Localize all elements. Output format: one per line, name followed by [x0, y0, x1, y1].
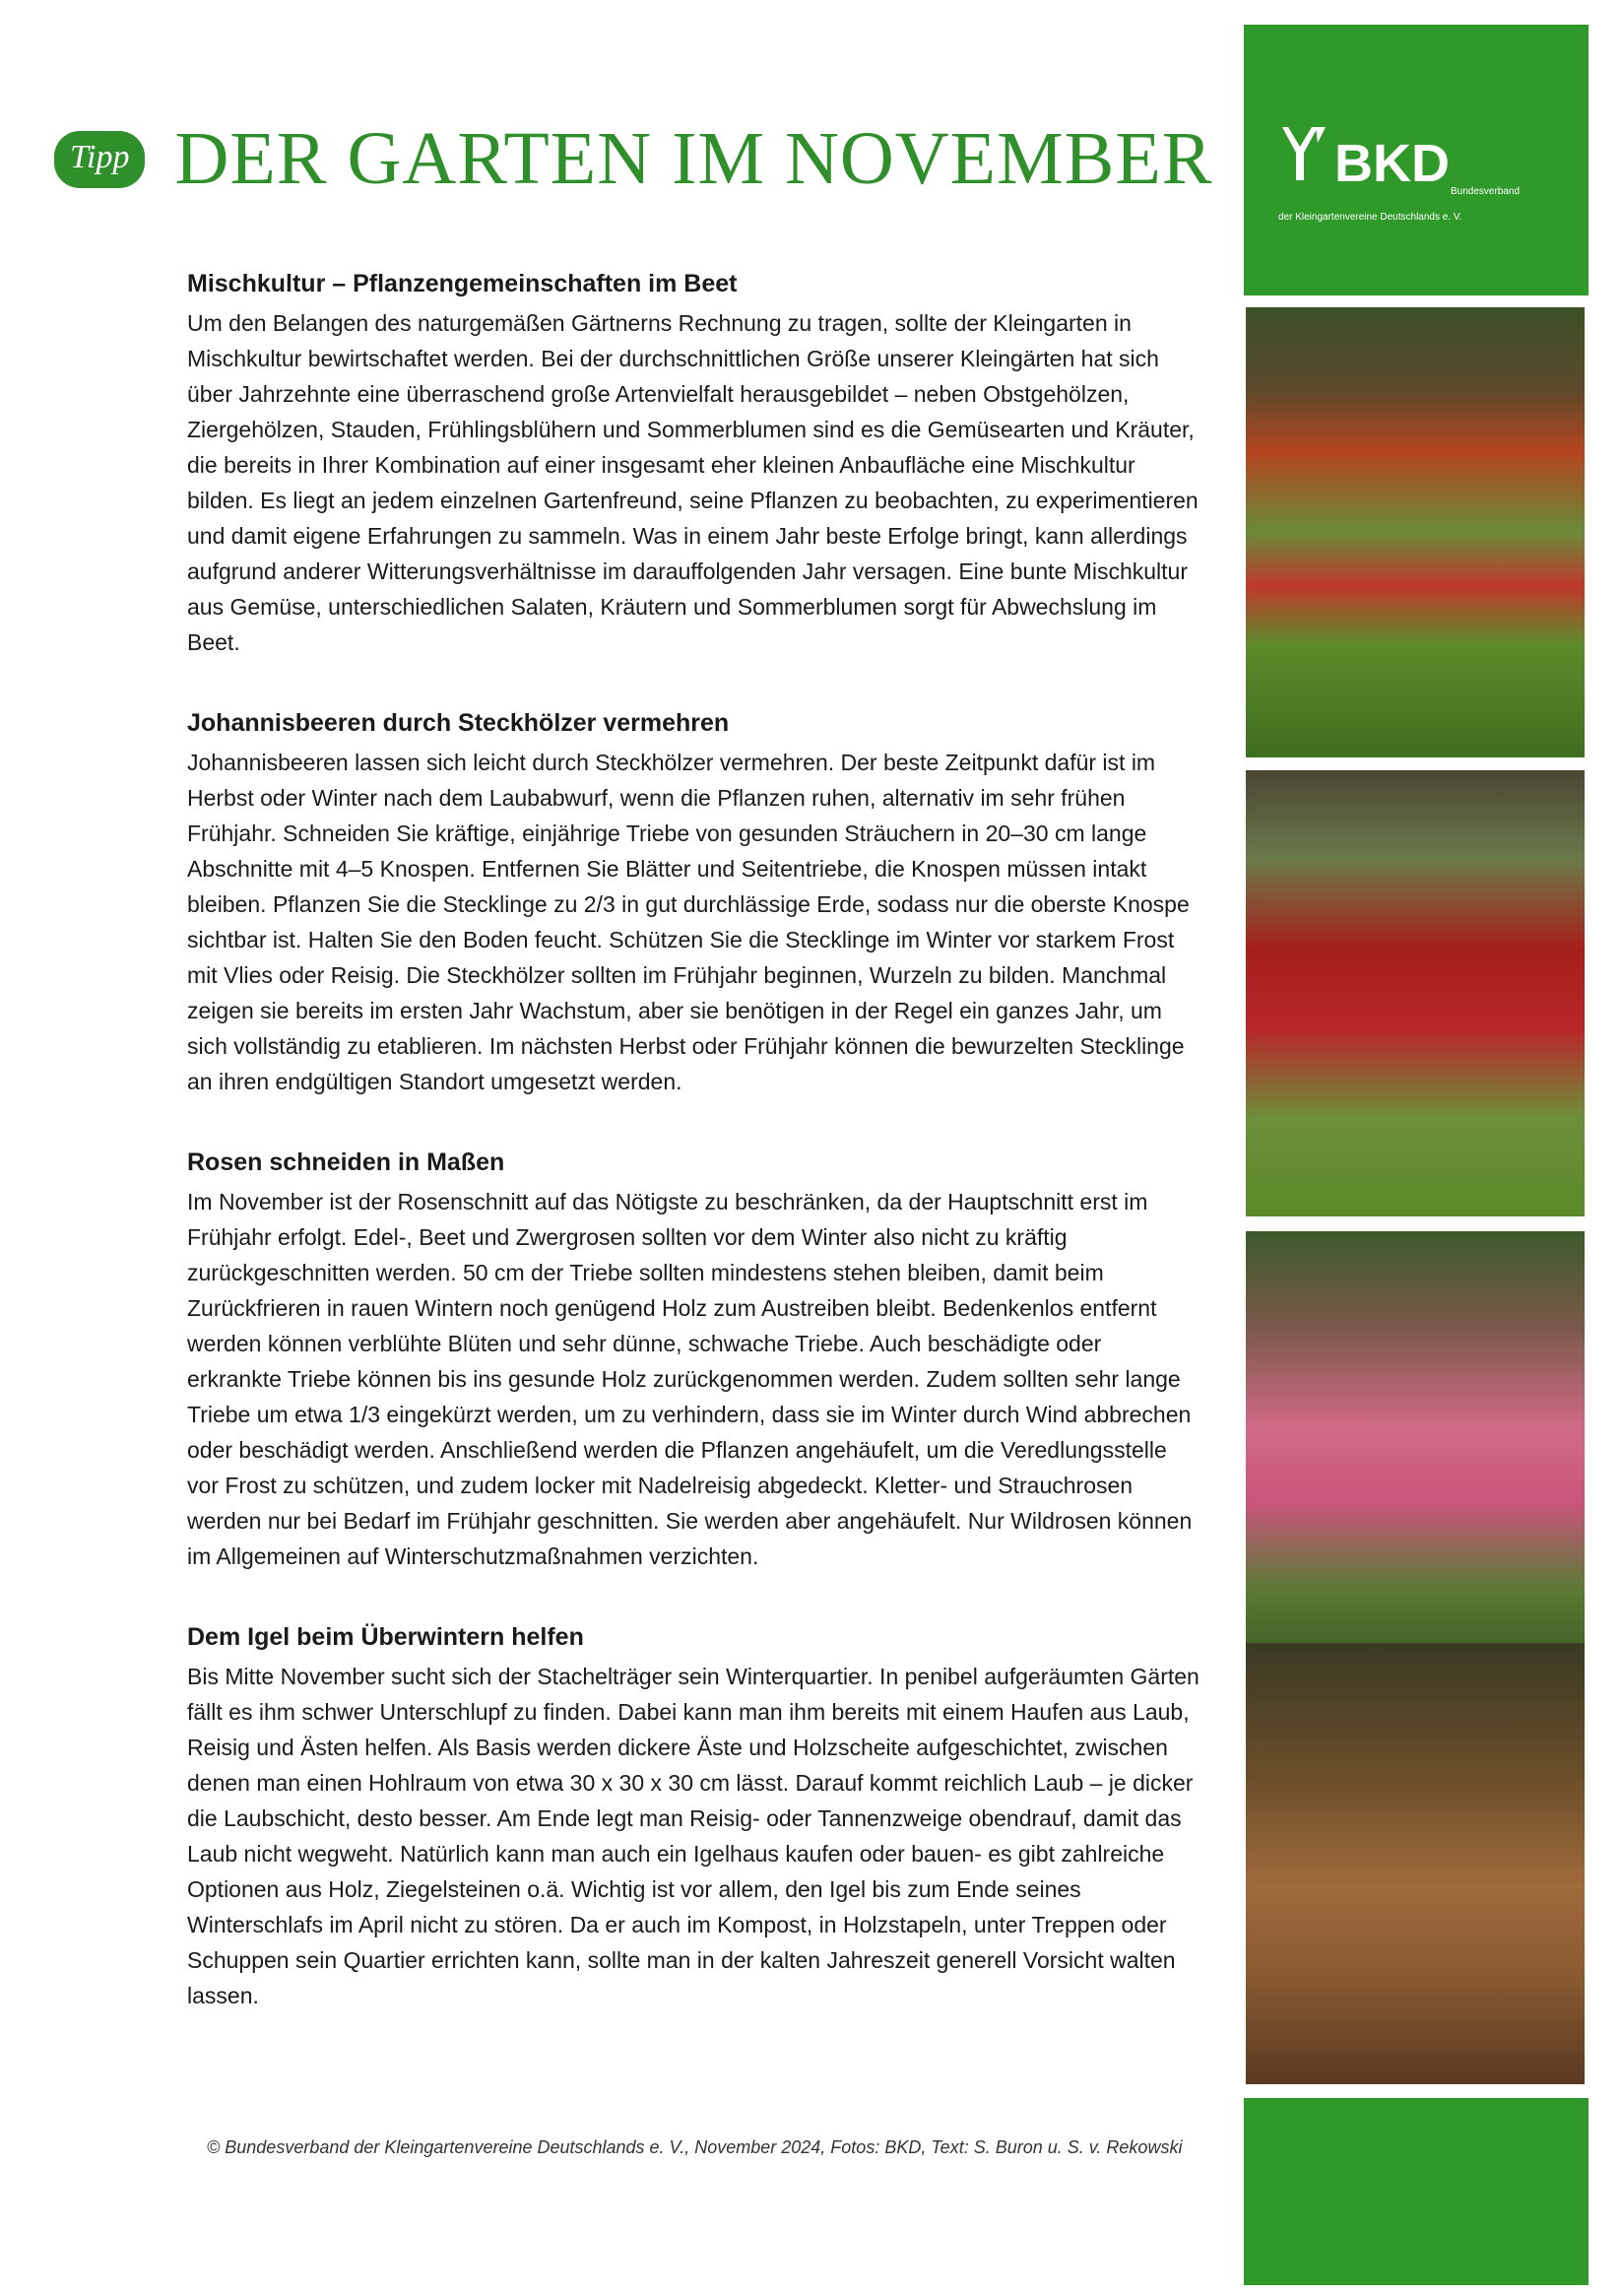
- section-heading: Mischkultur – Pflanzengemeinschaften im Beet: [187, 270, 738, 297]
- roses-photo: [1246, 1231, 1585, 1669]
- currant-bush-photo: [1246, 770, 1585, 1216]
- sidebar: [1244, 0, 1589, 2296]
- page-title: DER GARTEN IM NOVEMBER: [174, 117, 1213, 200]
- tipp-badge: Tipp: [54, 131, 145, 188]
- section-heading: Rosen schneiden in Maßen: [187, 1148, 505, 1176]
- article-content: [187, 266, 1201, 2059]
- section-body: Bis Mitte November sucht sich der Stachelträger sein Winterquartier. In penibel aufgeräumten Gärten fällt es ihm schwer Unterschlupf zu finden. Dabei kann man ihm bereits mit einem Haufen aus Laub, Reisig und Ästen helfen. Als Basis werden dickere Äste und Holzscheite aufgeschichtet, zwischen denen man einen Hohlraum von etwa 30 x 30 x 30 cm lässt. Darauf kommt reichlich Laub – je dicker die Laubschicht, desto besser. Am Ende legt man Reisig- oder Tannenzweige obendrauf, damit das Laub nicht wegweht. Natürlich kann man auch ein Igelhaus kaufen oder bauen- es gibt zahlreiche Optionen aus Holz, Ziegelsteinen o.ä. Wichtig ist vor allem, den Igel bis zum Ende seines Winterschlafs im April nicht zu stören. Da er auch im Kompost, in Holzstapeln, unter Treppen oder Schuppen sein Quartier errichten kann, sollte man in der kalten Jahreszeit generell Vorsicht walten lassen.: [187, 1664, 1200, 2008]
- section-rosen: [187, 1145, 1201, 1574]
- section-body: Um den Belangen des naturgemäßen Gärtnerns Rechnung zu tragen, sollte der Kleingarten in Mischkultur bewirtschaftet werden. Bei der durchschnittlichen Größe unserer Kleingärten hat sich über Jahrzehnte eine überraschend große Artenvielfalt herausgebildet – neben Obstgehölzen, Ziergehölzen, Stauden, Frühlingsblühern und Sommerblumen sind es die Gemüsearten und Kräuter, die bereits in Ihrer Kombination auf einer insgesamt eher kleinen Anbaufläche eine Mischkultur bilden. Es liegt an jedem einzelnen Gartenfreund, seine Pflanzen zu beobachten, zu experimentieren und damit eigene Erfahrungen zu sammeln. Was in einem Jahr beste Erfolge bringt, kann allerdings aufgrund anderer Witterungsverhältnisse im darauffolgenden Jahr versagen. Eine bunte Mischkultur aus Gemüse, unterschiedlichen Salaten, Kräutern und Sommerblumen sorgt für Abwechslung im Beet.: [187, 310, 1199, 655]
- garden-bed-photo: [1246, 307, 1585, 757]
- bkd-logo-subtitle: Bundesverband: [1451, 186, 1521, 197]
- hedgehog-house-photo: [1246, 1643, 1585, 2084]
- section-heading: Dem Igel beim Überwintern helfen: [187, 1623, 584, 1651]
- bkd-logo-icon: [1278, 123, 1329, 184]
- bottom-green-box: [1244, 2098, 1589, 2285]
- section-heading: Johannisbeeren durch Steckhölzer vermehren: [187, 709, 730, 737]
- bkd-logo-text: BKD: [1334, 134, 1450, 193]
- page-header: [54, 116, 1212, 202]
- section-mischkultur: [187, 266, 1201, 660]
- bkd-logo-subtitle-2: der Kleingartenvereine Deutschlands e. V.: [1278, 212, 1462, 223]
- section-igel: [187, 1619, 1201, 2013]
- section-body: Johannisbeeren lassen sich leicht durch Steckhölzer vermehren. Der beste Zeitpunkt dafür ist im Herbst oder Winter nach dem Laubabwurf, wenn die Pflanzen ruhen, alternativ im sehr frühen Frühjahr. Schneiden Sie kräftige, einjährige Triebe von gesunden Sträuchern in 20–30 cm lange Abschnitte mit 4–5 Knospen. Entfernen Sie Blätter und Seitentriebe, die Knospen müssen intakt bleiben. Pflanzen Sie die Stecklinge zu 2/3 in gut durchlässige Erde, sodass nur die oberste Knospe sichtbar ist. Halten Sie den Boden feucht. Schützen Sie die Stecklinge im Winter vor starkem Frost mit Vlies oder Reisig. Die Steckhölzer sollten im Frühjahr beginnen, Wurzeln zu bilden. Manchmal zeigen sie bereits im ersten Jahr Wachstum, aber sie benötigen in der Regel ein ganzes Jahr, um sich vollständig zu etablieren. Im nächsten Herbst oder Frühjahr können die bewurzelten Stecklinge an ihren endgültigen Standort umgesetzt werden.: [187, 750, 1190, 1094]
- footer-credits: © Bundesverband der Kleingartenvereine Deutschlands e. V., November 2024, Fotos: BKD, Text: S. Buron u. S. v. Rekowski: [207, 2137, 1183, 2157]
- section-body: Im November ist der Rosenschnitt auf das Nötigste zu beschränken, da der Hauptschnitt erst im Frühjahr erfolgt. Edel-, Beet und Zwergrosen sollten vor dem Winter also nicht zu kräftig zurückgeschnitten werden. 50 cm der Triebe sollten mindestens stehen bleiben, damit beim Zurückfrieren in rauen Wintern noch genügend Holz zum Austreiben bleibt. Bedenkenlos entfernt werden können verblühte Blüten und sehr dünne, schwache Triebe. Auch beschädigte oder erkrankte Triebe können bis ins gesunde Holz zurückgenommen werden. Zudem sollten sehr lange Triebe um etwa 1/3 eingekürzt werden, um zu verhindern, dass sie im Winter durch Wind abbrechen oder beschädigt werden. Anschließend werden die Pflanzen angehäufelt, um die Veredlungsstelle vor Frost zu schützen, und zudem locker mit Nadelreisig abgedeckt. Kletter- und Strauchrosen werden nur bei Bedarf im Frühjahr geschnitten. Sie werden aber angehäufelt. Nur Wildrosen können im Allgemeinen auf Winterschutzmaßnahmen verzichten.: [187, 1189, 1193, 1569]
- bkd-logo-box: [1244, 25, 1589, 295]
- section-johannisbeeren: [187, 705, 1201, 1099]
